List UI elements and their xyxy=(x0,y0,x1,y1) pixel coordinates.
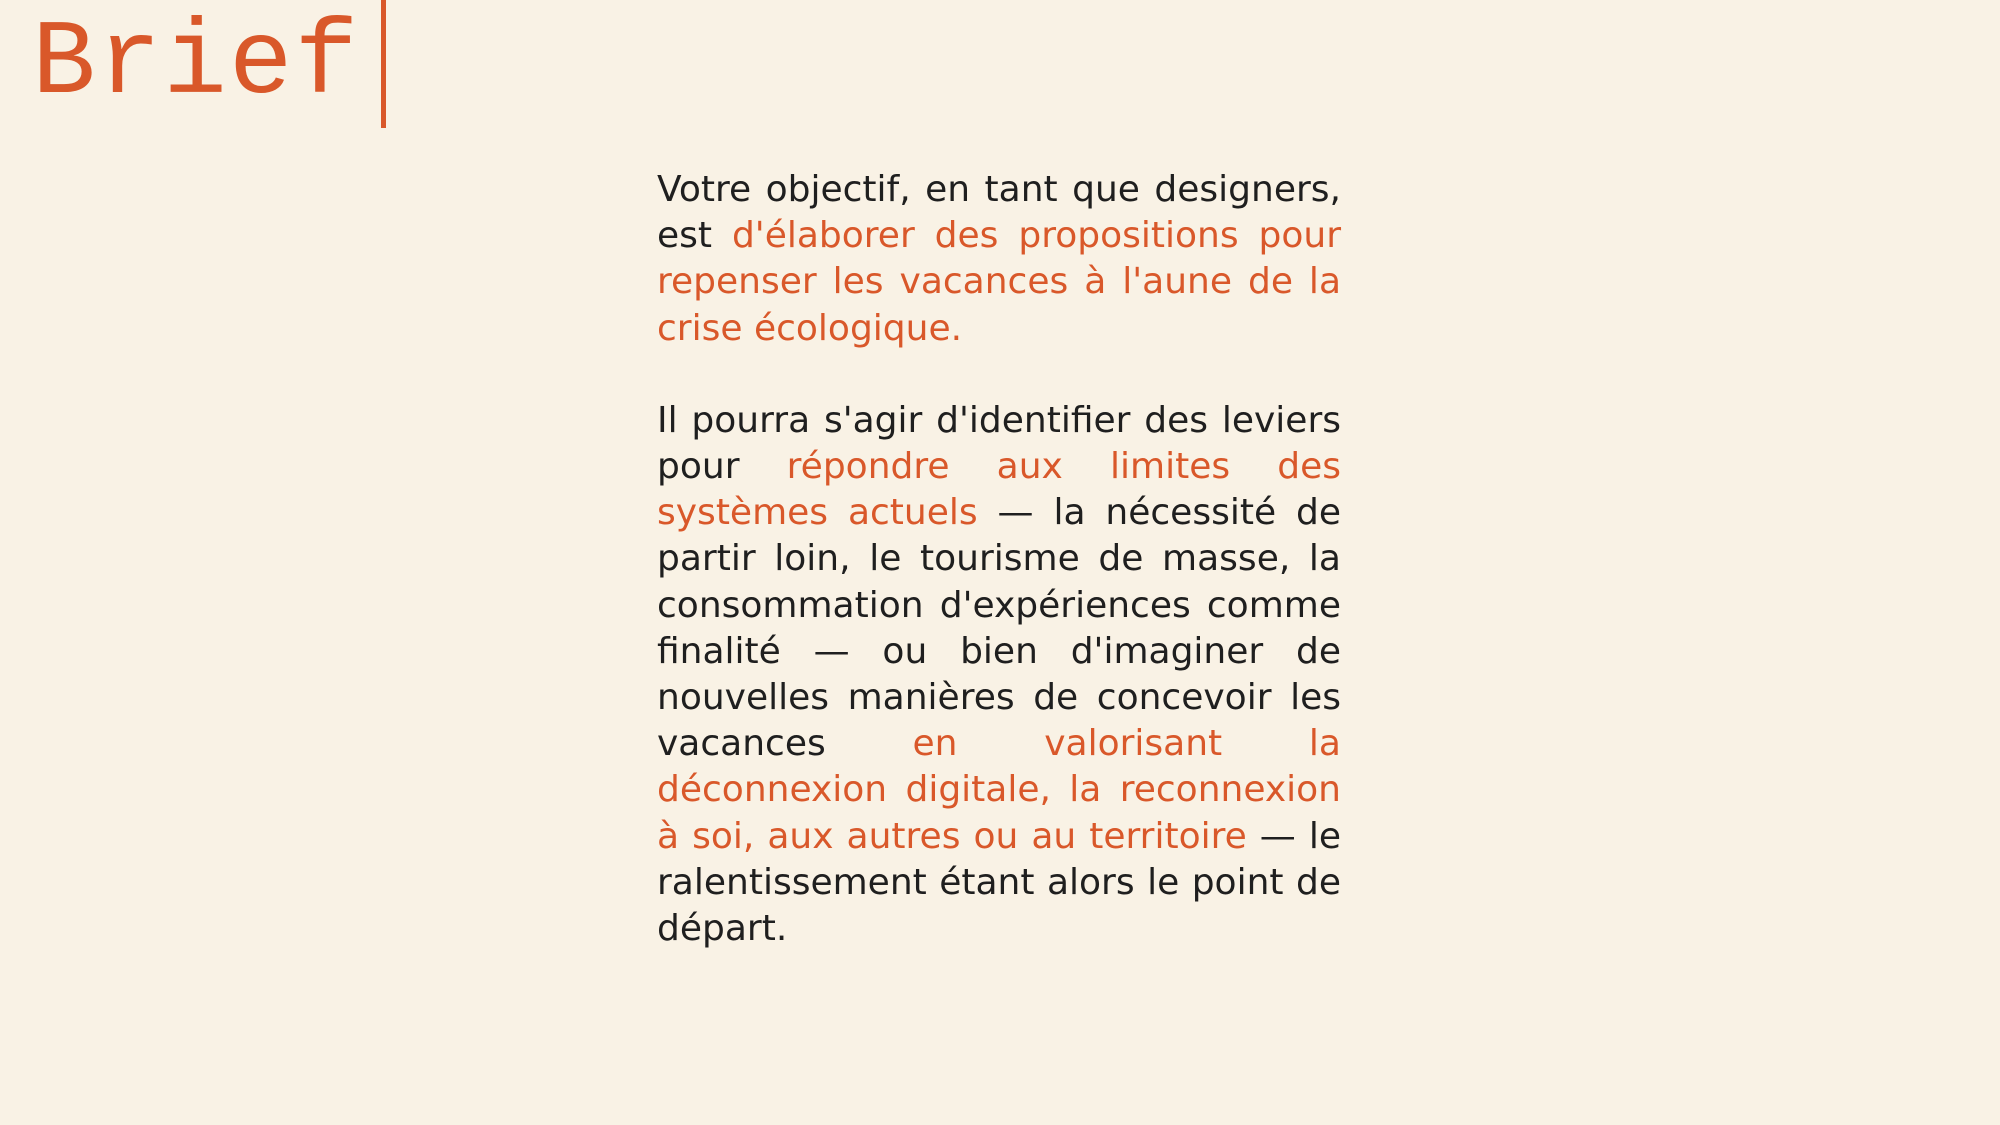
levers-highlight-2: en valorisant la déconnexion digitale, la reconnexion à soi, aux autres ou au territoire xyxy=(657,723,1341,857)
objective-highlight: d'élaborer des propositions pour repenser les vacances à l'aune de la crise écologique. xyxy=(657,215,1341,349)
paragraph-objective xyxy=(657,167,1341,352)
objective-text: Votre objectif, en tant que designers, est xyxy=(657,169,1341,257)
levers-highlight-1: répondre aux limites des systèmes actuels xyxy=(657,446,1341,534)
paragraph-levers xyxy=(657,398,1341,952)
levers-text-1: Il pourra s'agir d'identifier des leviers pour xyxy=(657,399,1341,488)
levers-text-3: — le ralentissement étant alors le point de départ. xyxy=(657,815,1341,950)
title-divider xyxy=(381,0,386,128)
levers-text-2: — la nécessité de partir loin, le tourisme de masse, la consommation d'expériences comme finalité — ou bien d'imaginer de nouvelles manières de concevoir les vacances xyxy=(657,492,1342,765)
title-block xyxy=(0,0,390,128)
brief-text xyxy=(657,167,1341,952)
slide-title: Brief xyxy=(32,4,361,124)
